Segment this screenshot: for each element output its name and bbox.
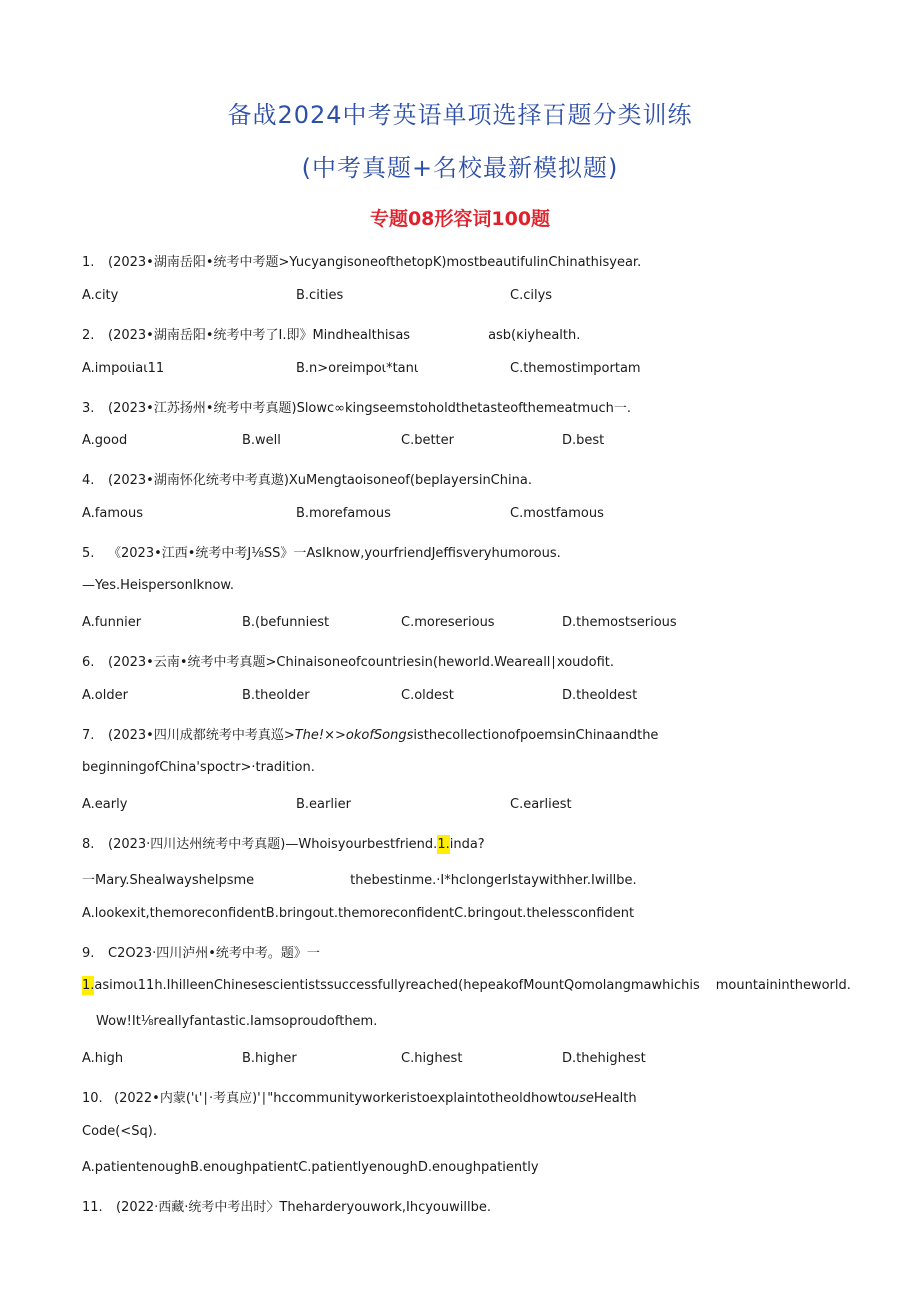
question-9: [82, 942, 320, 961]
option-c: C.better: [401, 433, 454, 448]
option-c: C.cilys: [510, 288, 553, 303]
question-text-end: isthecollectionofpoemsinChinaandthe: [413, 728, 659, 743]
question-text: (2023•四川成都统考中考真巡>: [108, 728, 295, 743]
option-c: C.moreserious: [401, 615, 495, 630]
question-4: [82, 469, 532, 488]
option-b: B.(befunniest: [242, 615, 330, 630]
question-5: [82, 542, 561, 561]
option-b: B.theolder: [242, 688, 310, 703]
question-text-end: Health: [593, 1091, 637, 1106]
question-number: 2.: [82, 328, 95, 343]
option-d: D.thehighest: [562, 1051, 646, 1066]
reply-text: 一Mary.Shealwayshelpsme: [82, 873, 255, 888]
option-c: C.earliest: [510, 797, 572, 812]
italic-word: use: [570, 1091, 594, 1106]
option-d: D.best: [562, 433, 605, 448]
question-2: [82, 324, 580, 343]
question-text: (2023•湖南岳阳•统考中考了I.即》Mindhealthisas: [108, 328, 411, 343]
question-7: [82, 724, 658, 743]
question-11: [82, 1196, 491, 1215]
option-b: B.n>oreimpoι*tanι: [296, 361, 419, 376]
question-text-end: asb(κiyhealth.: [488, 328, 581, 343]
option-c: C.mostfamous: [510, 506, 604, 521]
option-b: B.well: [242, 433, 281, 448]
question-number: 9.: [82, 946, 95, 961]
question-number: 6.: [82, 655, 95, 670]
option-c: C.oldest: [401, 688, 454, 703]
option-d: D.theoldest: [562, 688, 638, 703]
question-text-end: inda?: [449, 837, 485, 852]
question-continuation: Code(<Sq).: [82, 1124, 157, 1139]
option-b: B.higher: [242, 1051, 297, 1066]
option-a: A.early: [82, 797, 128, 812]
options-line: A.patientenoughB.enoughpatientC.patientlyenoughD.enoughpatiently: [82, 1160, 539, 1175]
question-continuation: beginningofChina'spoctr>·tradition.: [82, 760, 315, 775]
options-line: A.lookexit,themoreconfidentB.bringout.themoreconfidentC.bringout.thelessconfident: [82, 906, 635, 921]
question-number: 1.: [82, 255, 95, 270]
dialogue-reply: Wow!It⅛reallyfantastic.Iamsoproudofthem.: [96, 1014, 378, 1029]
question-1: [82, 251, 641, 270]
option-c: C.themostimportam: [510, 361, 641, 376]
document-subtitle: (中考真题+名校最新模拟题): [301, 154, 619, 182]
question-text: (2023•江苏扬州•统考中考真题)Slowc∞kingseemstoholdthetasteofthemeatmuch一.: [108, 401, 631, 416]
option-a: A.funnier: [82, 615, 142, 630]
reply-text-end: thebestinme.·I*hclongerIstaywithher.Iwillbe.: [350, 873, 637, 888]
continuation-text: asimoι11h.IhilleenChinesescientistssuccessfullyreached(hepeakofMountQomolangmawhichis: [94, 978, 700, 993]
highlight-mark: 1.: [82, 978, 95, 993]
dialogue-reply: [82, 869, 637, 888]
option-b: B.earlier: [296, 797, 351, 812]
option-a: A.good: [82, 433, 128, 448]
option-b: B.morefamous: [296, 506, 391, 521]
option-a: A.city: [82, 288, 119, 303]
question-number: 8.: [82, 837, 95, 852]
question-continuation: [82, 978, 851, 993]
question-text: 《2023•江西•统考中考J⅛SS》一AsIknow,yourfriendJeffisveryhumorous.: [108, 546, 561, 561]
question-text: (2023•云南•统考中考真题>Chinaisoneofcountriesin(heworld.Weareall∣xoudofit.: [108, 655, 615, 670]
question-text: (2022•内蒙('ι'∣·考真应)'∣"hccommunityworkeristoexplaintotheoldhowto: [114, 1091, 571, 1106]
question-8: [82, 833, 485, 852]
option-a: A.impoιiaι11: [82, 361, 165, 376]
book-title: The!×>okofSongs: [294, 728, 414, 743]
question-text: (2023·四川达州统考中考真题)—Whoisyourbestfriend.: [108, 837, 438, 852]
question-text: (2023•湖南岳阳•统考中考题>YucyangisoneofthetopK)mostbeautifulinChinathisyear.: [108, 255, 642, 270]
question-number: 7.: [82, 728, 95, 743]
question-text: (2022·西藏·统考中考出时〉Theharderyouwork,Ihcyouwillbe.: [116, 1200, 491, 1215]
question-number: 5.: [82, 546, 95, 561]
topic-heading: 专题08形容词100题: [369, 208, 551, 230]
continuation-text-end: mountainintheworld.: [715, 978, 851, 993]
question-text: C2O23·四川泸州•统考中考。题》一: [108, 946, 320, 961]
option-d: D.themostserious: [562, 615, 677, 630]
question-number: 3.: [82, 401, 95, 416]
option-b: B.cities: [296, 288, 344, 303]
document-title: 备战2024中考英语单项选择百题分类训练: [227, 101, 693, 129]
highlight-mark: 1.: [437, 837, 450, 852]
question-number: 4.: [82, 473, 95, 488]
option-a: A.high: [82, 1051, 124, 1066]
question-number: 11.: [82, 1200, 103, 1215]
option-a: A.older: [82, 688, 128, 703]
question-3: [82, 397, 631, 416]
dialogue-reply: —Yes.HeispersonIknow.: [82, 578, 234, 593]
option-a: A.famous: [82, 506, 143, 521]
option-c: C.highest: [401, 1051, 463, 1066]
question-text: (2023•湖南怀化统考中考真遨)XuMengtaoisoneof(beplayersinChina.: [108, 473, 532, 488]
question-10: [82, 1087, 637, 1106]
question-number: 10.: [82, 1091, 103, 1106]
question-6: [82, 651, 614, 670]
